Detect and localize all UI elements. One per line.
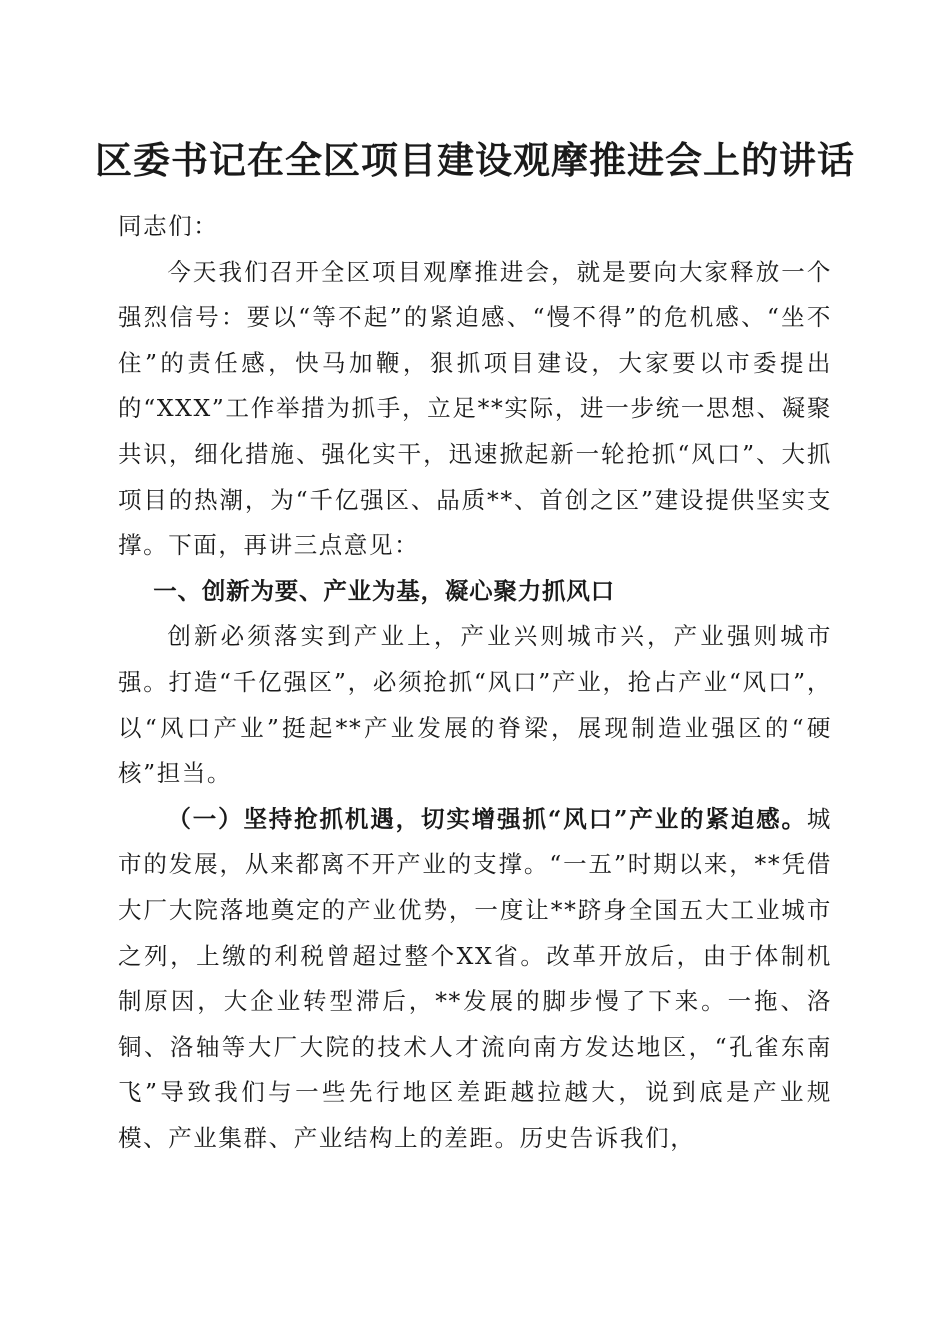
document-title: 区委书记在全区项目建设观摩推进会上的讲话: [95, 138, 855, 182]
paragraph-history: 城市的发展，从来都离不开产业的支撑。“一五”时期以来，**凭借大厂大院落地奠定的产业优势，一度让**跻身全国五大工业城市之列，上缴的利税曾超过整个XX省。改革开放后，由于体制机制原因，大企业转型滞后，**发展的脚步慢了下来。一拖、洛铜、洛轴等大厂大院的技术人才流向南方发达地区，“孔雀东南飞”导致我们与一些先行地区差距越拉越大，说到底是产业规模、产业集群、产业结构上的差距。历史告诉我们，: [118, 804, 832, 1152]
document-body: [118, 204, 832, 1161]
section-heading-1: 一、创新为要、产业为基，凝心聚力抓风口: [153, 576, 615, 605]
paragraph-opportunity: [118, 797, 832, 1162]
paragraph-industry: 创新必须落实到产业上，产业兴则城市兴，产业强则城市强。打造“千亿强区”，必须抢抓“风口”产业，抢占产业“风口”，以“风口产业”挺起**产业发展的脊梁，展现制造业强区的“硬核”担当。: [118, 622, 832, 788]
salutation: 同志们：: [118, 212, 219, 240]
sub-heading-1: （一）坚持抢抓机遇，切实增强抓“风口”产业的紧迫感。: [167, 804, 807, 833]
paragraph-opening: 今天我们召开全区项目观摩推进会，就是要向大家释放一个强烈信号：要以“等不起”的紧迫感、“慢不得”的危机感、“坐不住”的责任感，快马加鞭，狠抓项目建设，大家要以市委提出的“XXX”工作举措为抓手，立足**实际，进一步统一思想、凝聚共识，细化措施、强化实干，迅速掀起新一轮抢抓“风口”、大抓项目的热潮，为“千亿强区、品质**、首创之区”建设提供坚实支撑。下面，再讲三点意见：: [118, 257, 832, 560]
